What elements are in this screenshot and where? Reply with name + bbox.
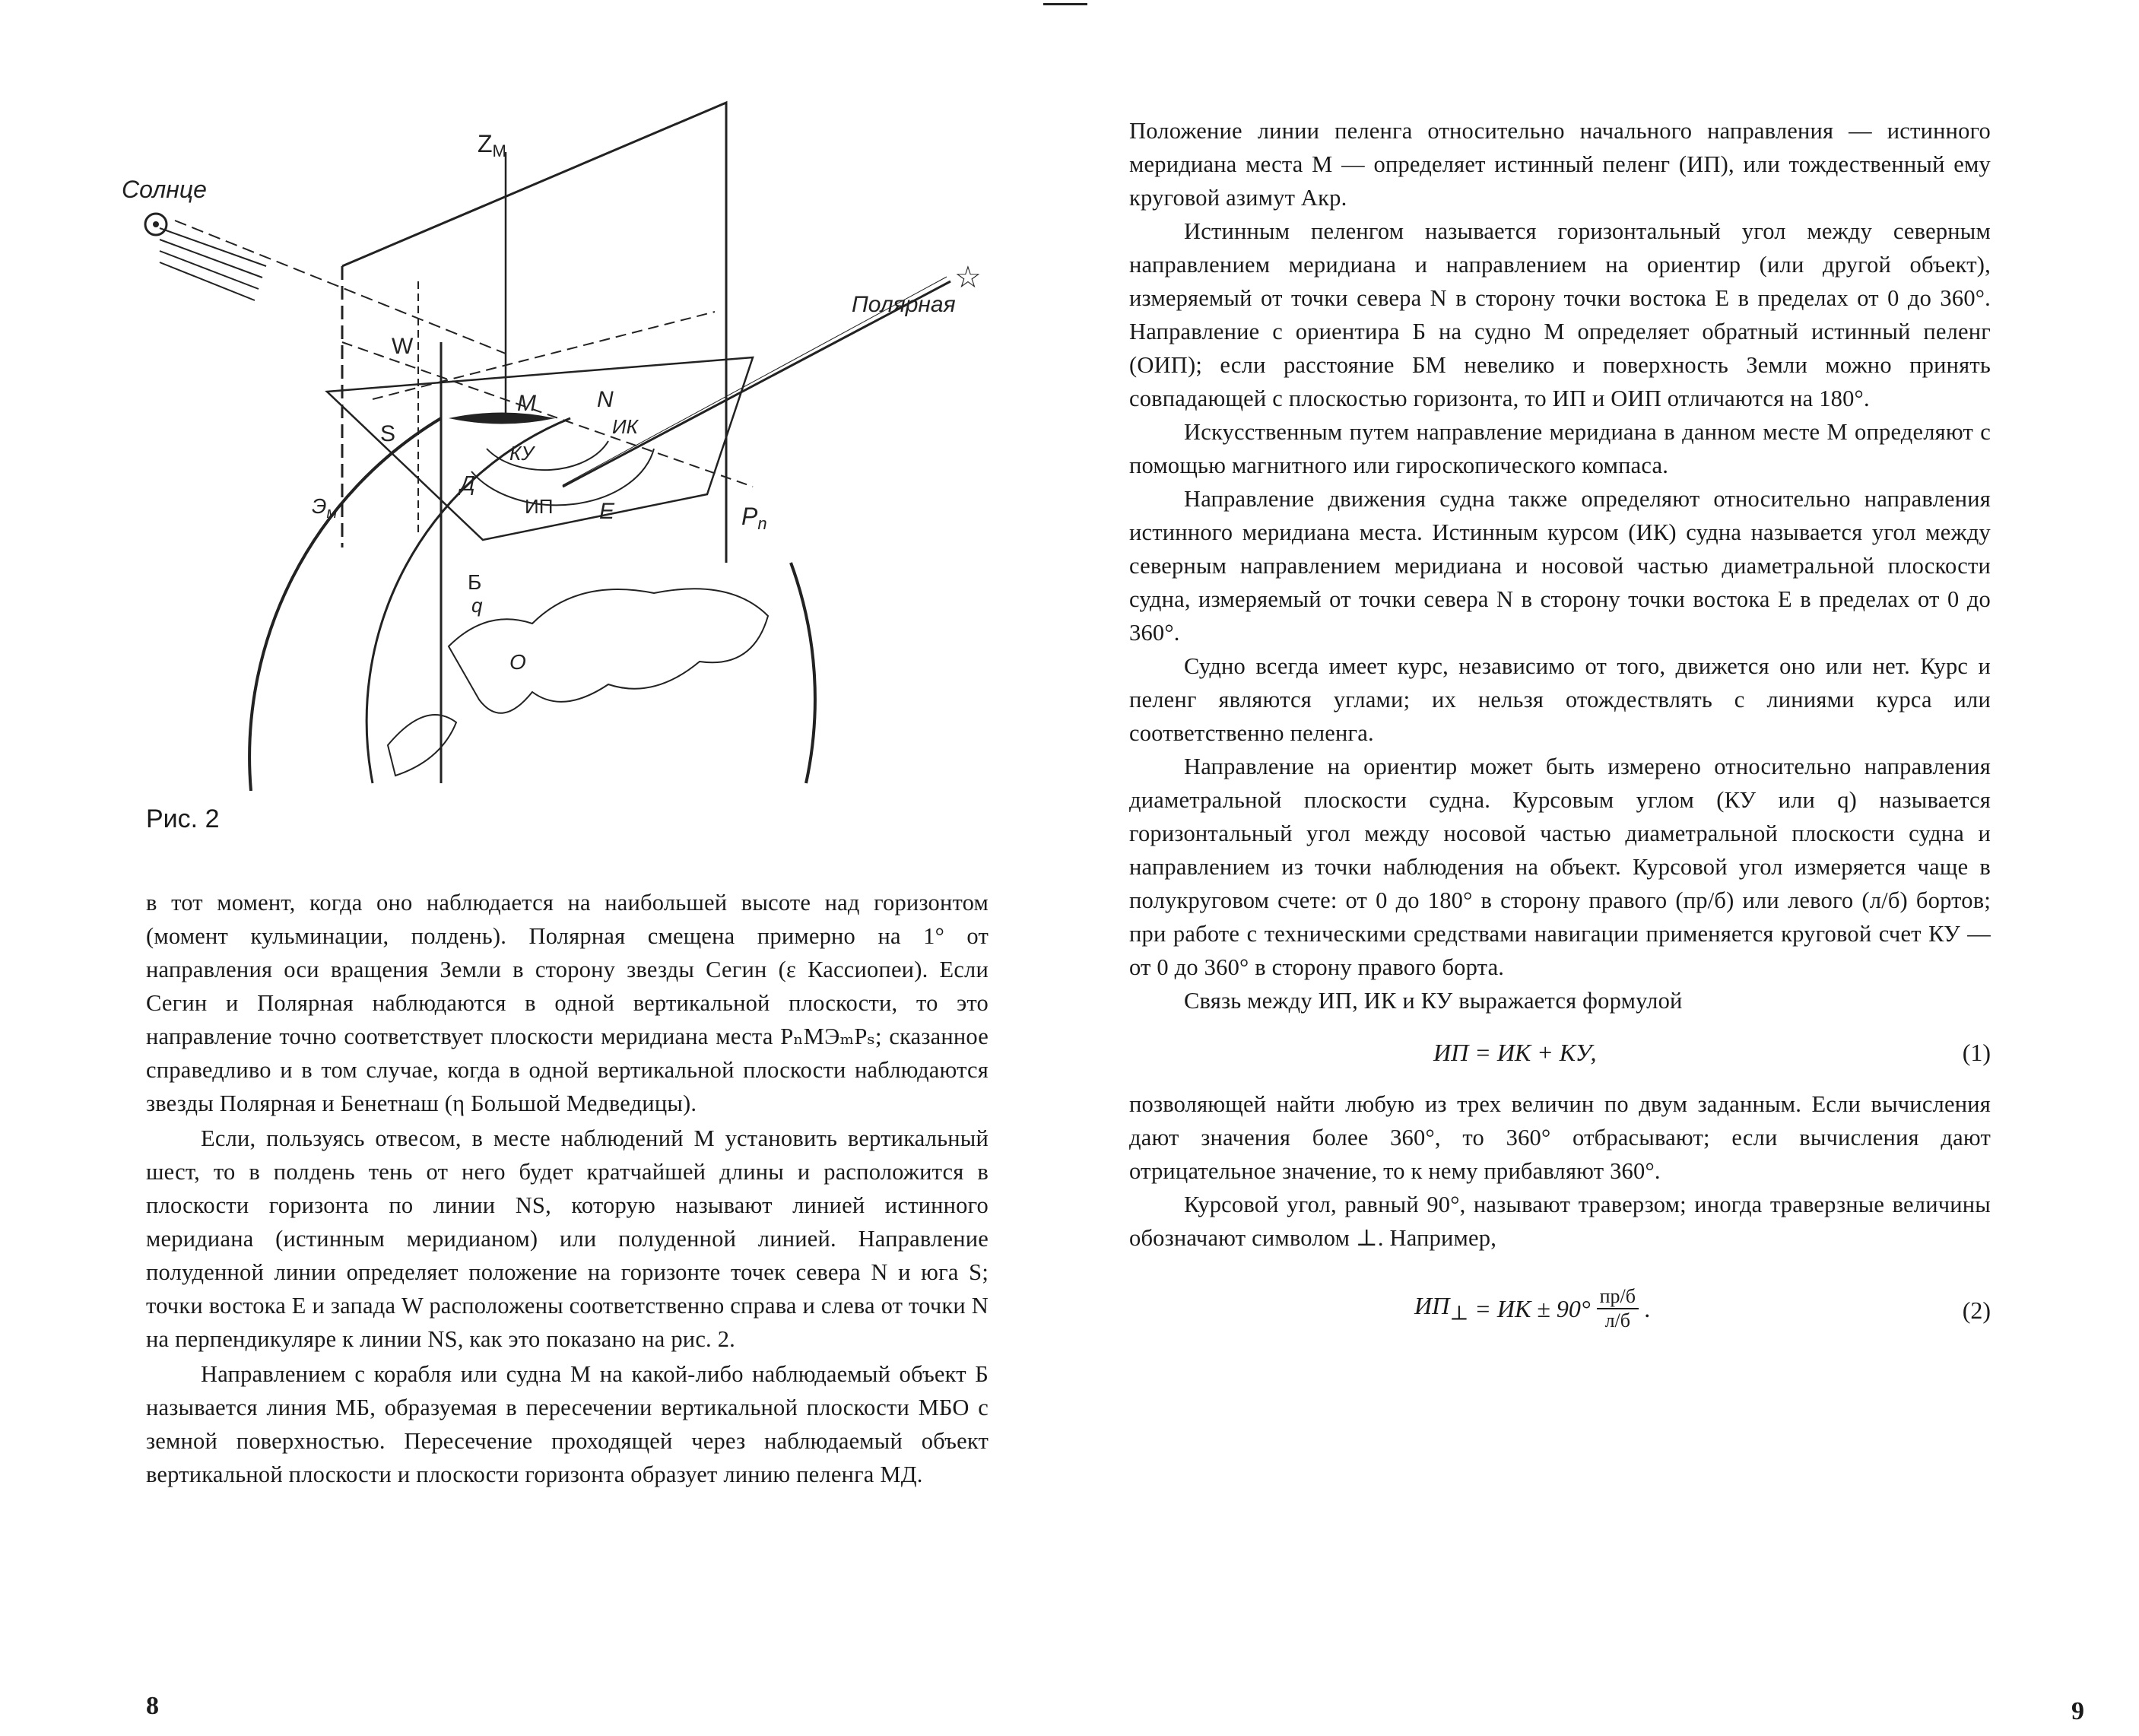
left-text-column (146, 886, 989, 1491)
left-page (0, 0, 1069, 1736)
s-label: S (380, 421, 396, 446)
paragraph: Связь между ИП, ИК и КУ выражается формулой (1184, 988, 1683, 1014)
formula-1-number: (1) (1962, 1039, 1991, 1066)
paragraph: Курсовой угол, равный 90°, называют траверзом; иногда траверзные величины обозначают символом ⊥. Например, (1129, 1192, 1991, 1251)
paragraph: Истинным пеленгом называется горизонтальный угол между северным направлением меридиана и направлением на ориентир (или другой объект), измеряемый от точки севера N в сторону точки востока E в пределах от 0 до 360°. Направление с ориентира Б на судно М определяет обратный истинный пеленг (ОИП); если расстояние БМ невелико и поверхность Земли можно принять совпадающей с плоскостью горизонта, то ИП и ОИП отличаются на 180°. (1129, 218, 1991, 411)
polar-label: Полярная (852, 292, 956, 317)
continent (449, 589, 768, 712)
paragraph: Искусственным путем направление меридиана в данном месте М определяют с помощью магнитного или гироскопического компаса. (1129, 419, 1991, 478)
equator-label: $Э_м$ (312, 494, 338, 522)
page-number: 9 (2071, 1697, 2084, 1725)
q-label: q (471, 594, 483, 617)
paragraph: Направление движения судна также определяют относительно направления истинного меридиана места. Истинным курсом (ИК) судна называется угол между северным направлением меридиана и носовой частью диаметральной плоскости судна, измеряемый от точки севера N в сторону точки востока E в пределах от 0 до 360°. (1129, 486, 1991, 646)
figure-caption: Рис. 2 (146, 805, 220, 833)
globe-outline (249, 418, 815, 791)
star-icon: ☆ (954, 260, 982, 294)
e-label: E (599, 499, 615, 524)
ip-label: ИП (525, 495, 554, 518)
formula-2-number: (2) (1962, 1296, 1991, 1324)
formula-2 (1129, 1255, 1991, 1346)
o-label: O (509, 650, 526, 674)
ku-label: КУ (509, 442, 534, 465)
figure-2 (122, 91, 982, 783)
w-label: W (392, 334, 414, 359)
formula-2-expression: $ИП_\perp$ = ИК ± 90° $\frac{пр/б}{л/б}$ . (1414, 1285, 1651, 1331)
d-label: Д (460, 471, 475, 495)
paragraph: позволяющей найти любую из трех величин по двум заданным. Если вычисления дают значения более 360°, то 360° отбрасывают; если вычисления дают отрицательное значение, то к нему прибавляют 360°. (1129, 1091, 1991, 1184)
n-label: N (597, 387, 614, 412)
paragraph: Направление на ориентир может быть измерено относительно направления диаметральной плоскости судна. Курсовым углом (КУ или q) называется горизонтальный угол между носовой частью диаметральной плоскости судна и направлением из точки наблюдения на объект. Курсовой угол измеряется чаще в полукруговом счете: от 0 до 180° в сторону правого (пр/б) или левого (л/б) бортов; при работе с техническими средствами навигации применяется круговой счет КУ — от 0 до 360° в сторону правого борта. (1129, 754, 1991, 980)
paragraph: Направлением с корабля или судна М на какой-либо наблюдаемый объект Б называется линия МБ, образуемая в пересечении вертикальной плоскости МБО с земной поверхностью. Пересечение проходящей через наблюдаемый объект вертикальной плоскости и плоскости горизонта образует линию пеленга МД. (146, 1361, 989, 1487)
ns-line (373, 312, 715, 399)
sun-rays (160, 228, 266, 300)
right-text-column (1129, 114, 1991, 1346)
formula-1 (1129, 1017, 1991, 1087)
formula-1-expression: ИП = ИК + КУ, (1433, 1039, 1597, 1066)
right-page (1069, 0, 2139, 1736)
sun-line (175, 221, 506, 354)
ship (449, 413, 555, 424)
globe-diagram (122, 91, 982, 783)
paragraph: Судно всегда имеет курс, независимо от того, движется оно или нет. Курс и пеленг являются углами; их нельзя отождествлять с линиями курса или соответственно пеленга. (1129, 653, 1991, 746)
b-label: Б (468, 570, 482, 594)
page-number: 8 (146, 1692, 159, 1720)
ik-label: ИК (612, 415, 638, 438)
zenith-label: ZM (478, 130, 506, 160)
sun-label: Солнце (122, 176, 207, 203)
fraction: $\frac{пр/б}{л/б}$ (1597, 1285, 1639, 1332)
paragraph: Положение линии пеленга относительно начального направления — истинного меридиана места М — определяет истинный пеленг (ИП), или тождественный ему круговой азимут Aкр. (1129, 118, 1991, 211)
paragraph: в тот момент, когда оно наблюдается на наибольшей высоте над горизонтом (момент кульминации, полдень). Полярная смещена примерно на 1° от направления оси вращения Земли в сторону звезды Сегин (ε Кассиопеи). Если Сегин и Полярная наблюдаются в одной вертикальной плоскости, то это направление точно соответствует плоскости меридиана места PₙMЭₘPₛ; сказанное справедливо и в том случае, когда в одной вертикальной плоскости наблюдаются звезды Полярная и Бенетнаш (η Большой Медведицы). (146, 890, 989, 1116)
pn-label: Pn (741, 503, 767, 533)
paragraph: Если, пользуясь отвесом, в месте наблюдений М установить вертикальный шест, то в полдень тень от него будет кратчайшей длины и расположится в плоскости горизонта по линии NS, которую называют линией истинного меридиана (истинным меридианом) или полуденной линией. Направление полуденной линии определяет положение на горизонте точек севера N и юга S; точки востока E и запада W расположены соответственно справа и слева от точки N на перпендикуляре к линии NS, как это показано на рис. 2. (146, 1125, 989, 1352)
m-label: M (517, 391, 536, 416)
meridian-plane (342, 103, 726, 563)
